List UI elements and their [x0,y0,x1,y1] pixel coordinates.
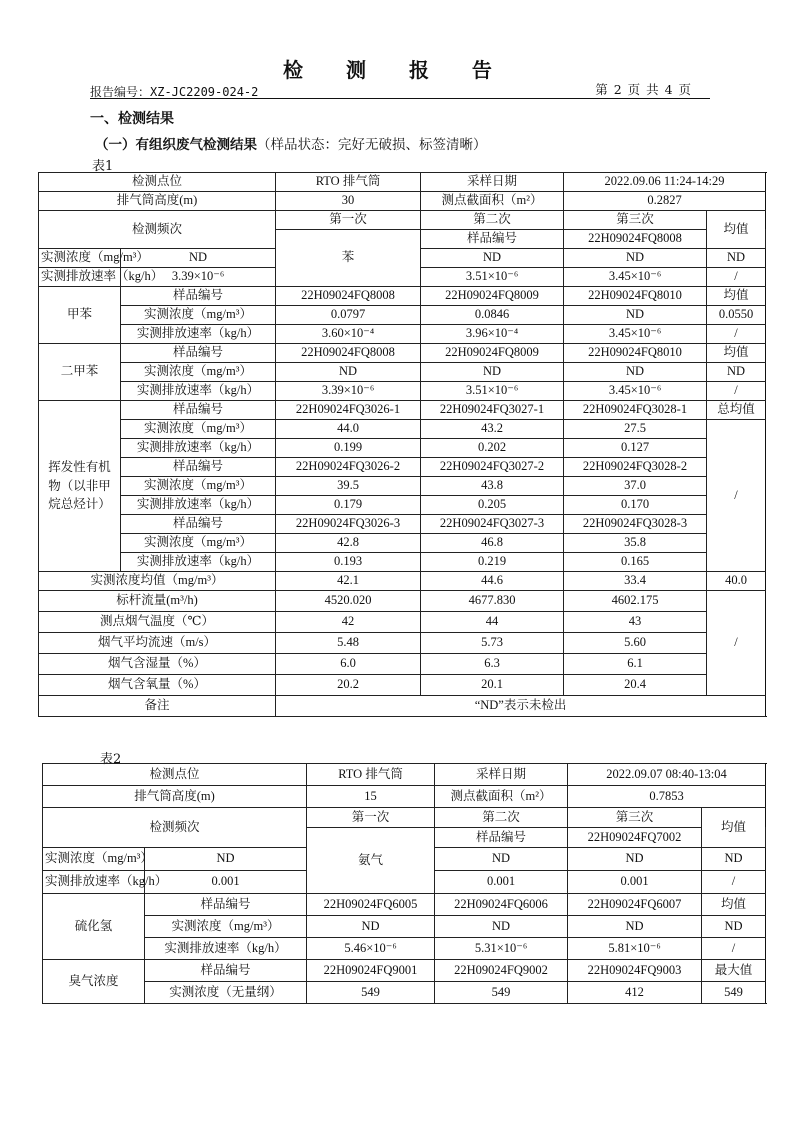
table-cell: 均值 [702,808,766,848]
table-row [39,572,766,591]
table-cell: 22H09024FQ8010 [564,344,707,363]
table-cell: ND [568,916,702,938]
table-row [39,553,766,572]
table-cell: 测点烟气温度（℃） [39,612,276,633]
table-cell: 22H09024FQ3026-2 [276,458,421,477]
table-cell: ND [421,363,564,382]
table-cell: 44 [421,612,564,633]
table-cell: ND [121,249,276,268]
table-cell: 实测浓度（mg/m³） [39,249,121,268]
table-cell: 22H09024FQ8010 [564,287,707,306]
table-row [39,363,766,382]
table-cell: 烟气含湿量（%） [39,654,276,675]
table-cell: 35.8 [564,534,707,553]
table-cell: 22H09024FQ8008 [276,287,421,306]
table-cell: 549 [307,982,435,1004]
table-cell: 实测排放速率（kg/h） [121,553,276,572]
table-cell: 实测排放速率（kg/h） [43,871,145,894]
table-cell: 苯 [276,230,421,287]
table-cell: 实测浓度（mg/m³） [43,848,145,871]
subsection-heading [95,133,487,153]
table-row [43,938,766,960]
table-cell: 43.2 [421,420,564,439]
table-cell: 实测排放速率（kg/h） [145,938,307,960]
table-cell: 第三次 [568,808,702,828]
report-number: 报告编号：XZ-JC2209-024-2 [90,85,259,99]
table-cell: 6.1 [564,654,707,675]
table-cell: 22H09024FQ3028-1 [564,401,707,420]
table-cell: 实测浓度（无量纲） [145,982,307,1004]
table-row [43,786,766,808]
table-row [39,591,766,612]
table-cell: ND [564,363,707,382]
table-cell: 3.96×10⁻⁴ [421,325,564,344]
table-cell: 30 [276,192,421,211]
table-cell: 备注 [39,696,276,717]
table-cell: 0.170 [564,496,707,515]
table-cell: ND [707,363,766,382]
table-cell: 20.1 [421,675,564,696]
table-cell: 实测排放速率（kg/h） [121,325,276,344]
table-row [39,325,766,344]
table-cell: 0.001 [435,871,568,894]
table-cell: ND [435,848,568,871]
table-cell: 22H09024FQ3028-2 [564,458,707,477]
table-cell: 3.45×10⁻⁶ [564,268,707,287]
table-row [43,982,766,1004]
table-cell: / [707,382,766,401]
table-cell: 549 [435,982,568,1004]
table-cell: 样品编号 [121,458,276,477]
table-cell: 20.4 [564,675,707,696]
table-cell: 第三次 [564,211,707,230]
table-cell: 实测浓度（mg/m³） [121,306,276,325]
table-cell: 样品编号 [121,287,276,306]
table-cell: 5.46×10⁻⁶ [307,938,435,960]
table-cell: 549 [702,982,766,1004]
table-cell: 最大值 [702,960,766,982]
table-1 [38,172,766,717]
table-cell: 0.219 [421,553,564,572]
table-cell: 22H09024FQ9003 [568,960,702,982]
table-cell: RTO 排气筒 [307,764,435,786]
table-cell: 样品编号 [421,230,564,249]
table-cell: 均值 [707,287,766,306]
table-cell: 42 [276,612,421,633]
table-row [39,496,766,515]
table-cell: 样品编号 [121,344,276,363]
table-row [39,173,766,192]
table-cell: 22H09024FQ9002 [435,960,568,982]
table-cell: 6.3 [421,654,564,675]
table-cell: 0.165 [564,553,707,572]
subsection-title: （一）有组织废气检测结果 [95,137,257,153]
table-row [39,420,766,439]
table-cell: 甲苯 [39,287,121,344]
table-cell: 15 [307,786,435,808]
table-cell: 22H09024FQ3027-2 [421,458,564,477]
table-row [39,515,766,534]
table-cell: 0.0797 [276,306,421,325]
table-cell: 测点截面积（m²） [435,786,568,808]
table-cell: / [707,420,766,572]
table-cell: ND [702,916,766,938]
table-cell: 实测浓度（mg/m³） [121,363,276,382]
table-cell: RTO 排气筒 [276,173,421,192]
table-cell: 第一次 [307,808,435,828]
table-row [43,916,766,938]
table-cell: ND [564,306,707,325]
table-cell: 实测排放速率（kg/h） [39,268,121,287]
table-cell: / [702,938,766,960]
table2-label: 表2 [100,752,122,767]
table-cell: 0.205 [421,496,564,515]
table-row [39,439,766,458]
table-cell: 0.127 [564,439,707,458]
table-cell: 第二次 [421,211,564,230]
table-cell: 44.0 [276,420,421,439]
table-cell: 33.4 [564,572,707,591]
table-cell: 0.2827 [564,192,766,211]
table-cell: 测点截面积（m²） [421,192,564,211]
table-cell: 样品编号 [145,894,307,916]
table-cell: 均值 [702,894,766,916]
table-cell: ND [276,363,421,382]
table-cell: 42.1 [276,572,421,591]
table-cell: 42.8 [276,534,421,553]
table-cell: 排气筒高度(m) [43,786,307,808]
table-row [39,344,766,363]
table-row [39,654,766,675]
table-cell: 43.8 [421,477,564,496]
table-cell: / [707,325,766,344]
table-cell: 0.193 [276,553,421,572]
table-cell: 均值 [707,344,766,363]
table-cell: 6.0 [276,654,421,675]
table-cell: 20.2 [276,675,421,696]
table-cell: 22H09024FQ8009 [421,287,564,306]
table-cell: 22H09024FQ6005 [307,894,435,916]
table-2 [42,763,766,1004]
table-row [39,192,766,211]
table-cell: 44.6 [421,572,564,591]
report-title: 检 测 报 告 [283,58,510,82]
table-cell: 排气筒高度(m) [39,192,276,211]
table-row [39,458,766,477]
table-cell: 采样日期 [421,173,564,192]
table-cell: 0.179 [276,496,421,515]
table-cell: 实测排放速率（kg/h） [121,439,276,458]
table-cell: 0.0846 [421,306,564,325]
table-cell: 3.45×10⁻⁶ [564,382,707,401]
table-cell: 样品编号 [121,515,276,534]
table-cell: 4677.830 [421,591,564,612]
table-cell: 22H09024FQ3027-3 [421,515,564,534]
table-cell: 检测频次 [39,211,276,249]
table-cell: 挥发性有机物（以非甲烷总烃计） [39,401,121,572]
table-row [39,696,766,717]
table-cell: ND [145,848,307,871]
table-cell: / [702,871,766,894]
section-heading: 一、检测结果 [90,111,174,127]
table-cell: 5.48 [276,633,421,654]
table-cell: 39.5 [276,477,421,496]
table-cell: 实测排放速率（kg/h） [121,382,276,401]
table-cell: 2022.09.07 08:40-13:04 [568,764,766,786]
table-row [39,534,766,553]
table-cell: 5.81×10⁻⁶ [568,938,702,960]
table-cell: ND [435,916,568,938]
table-cell: 22H09024FQ6007 [568,894,702,916]
table-cell: 3.51×10⁻⁶ [421,268,564,287]
table-cell: 实测浓度（mg/m³） [145,916,307,938]
table-cell: 实测浓度（mg/m³） [121,420,276,439]
table-row [39,211,766,230]
table-cell: 烟气平均流速（m/s） [39,633,276,654]
table-row [39,633,766,654]
table-row [39,382,766,401]
table-cell: 43 [564,612,707,633]
table-cell: 3.39×10⁻⁶ [276,382,421,401]
table-cell: 硫化氢 [43,894,145,960]
table-cell: 22H09024FQ6006 [435,894,568,916]
table-cell: 0.7853 [568,786,766,808]
table-cell: 46.8 [421,534,564,553]
table-cell: 实测浓度均值（mg/m³） [39,572,276,591]
table-cell: 2022.09.06 11:24-14:29 [564,173,766,192]
table-row [39,612,766,633]
table-cell: ND [421,249,564,268]
table-row [43,960,766,982]
table-cell: / [707,591,766,696]
table-cell: 37.0 [564,477,707,496]
table-cell: / [707,268,766,287]
table-cell: 总均值 [707,401,766,420]
table-cell: 第二次 [435,808,568,828]
table-cell: 0.202 [421,439,564,458]
table-cell: 标杆流量(m³/h) [39,591,276,612]
table-cell: ND [568,848,702,871]
table-cell: 样品编号 [121,401,276,420]
table-cell: 氨气 [307,828,435,894]
table-cell: 5.31×10⁻⁶ [435,938,568,960]
table-cell: ND [307,916,435,938]
table-cell: 27.5 [564,420,707,439]
table-cell: 22H09024FQ9001 [307,960,435,982]
table-row [39,675,766,696]
table-cell: 实测浓度（mg/m³） [121,477,276,496]
table-cell: 3.39×10⁻⁶ [121,268,276,287]
table-cell: 采样日期 [435,764,568,786]
table-cell: ND [564,249,707,268]
table-row [39,401,766,420]
table1-label: 表1 [92,159,114,174]
table-cell: 0.0550 [707,306,766,325]
table-cell: 0.199 [276,439,421,458]
table-cell: 5.60 [564,633,707,654]
table-cell: 检测点位 [43,764,307,786]
table-cell: 臭气浓度 [43,960,145,1004]
table-cell: “ND”表示未检出 [276,696,766,717]
table-cell: 4602.175 [564,591,707,612]
table-cell: 二甲苯 [39,344,121,401]
table-cell: ND [702,848,766,871]
table-cell: 样品编号 [435,828,568,848]
table-cell: 40.0 [707,572,766,591]
table-cell: 0.001 [568,871,702,894]
table-cell: 22H09024FQ8008 [564,230,707,249]
table-cell: 实测浓度（mg/m³） [121,534,276,553]
table-cell: 22H09024FQ8009 [421,344,564,363]
subsection-note: （样品状态：完好无破损、标签清晰） [257,137,487,153]
table-row [43,894,766,916]
table-cell: 22H09024FQ3028-3 [564,515,707,534]
table-row [39,306,766,325]
table-row [43,764,766,786]
table-row [43,808,766,828]
table-cell: 22H09024FQ3026-1 [276,401,421,420]
table-row [39,477,766,496]
table-cell: 412 [568,982,702,1004]
table-cell: 检测频次 [43,808,307,848]
report-header [90,80,710,99]
table-cell: 检测点位 [39,173,276,192]
table-cell: 均值 [707,211,766,249]
table-cell: 22H09024FQ3026-3 [276,515,421,534]
table-cell: 22H09024FQ3027-1 [421,401,564,420]
table-cell: 0.001 [145,871,307,894]
table-cell: 烟气含氧量（%） [39,675,276,696]
table-cell: ND [707,249,766,268]
table-cell: 3.51×10⁻⁶ [421,382,564,401]
table-cell: 实测排放速率（kg/h） [121,496,276,515]
table-cell: 4520.020 [276,591,421,612]
table-cell: 样品编号 [145,960,307,982]
table-cell: 22H09024FQ7002 [568,828,702,848]
page-indicator: 第 2 页 共 4 页 [595,82,692,97]
table-cell: 3.60×10⁻⁴ [276,325,421,344]
table-row [39,287,766,306]
table-cell: 5.73 [421,633,564,654]
table-cell: 第一次 [276,211,421,230]
table-cell: 22H09024FQ8008 [276,344,421,363]
table-cell: 3.45×10⁻⁶ [564,325,707,344]
